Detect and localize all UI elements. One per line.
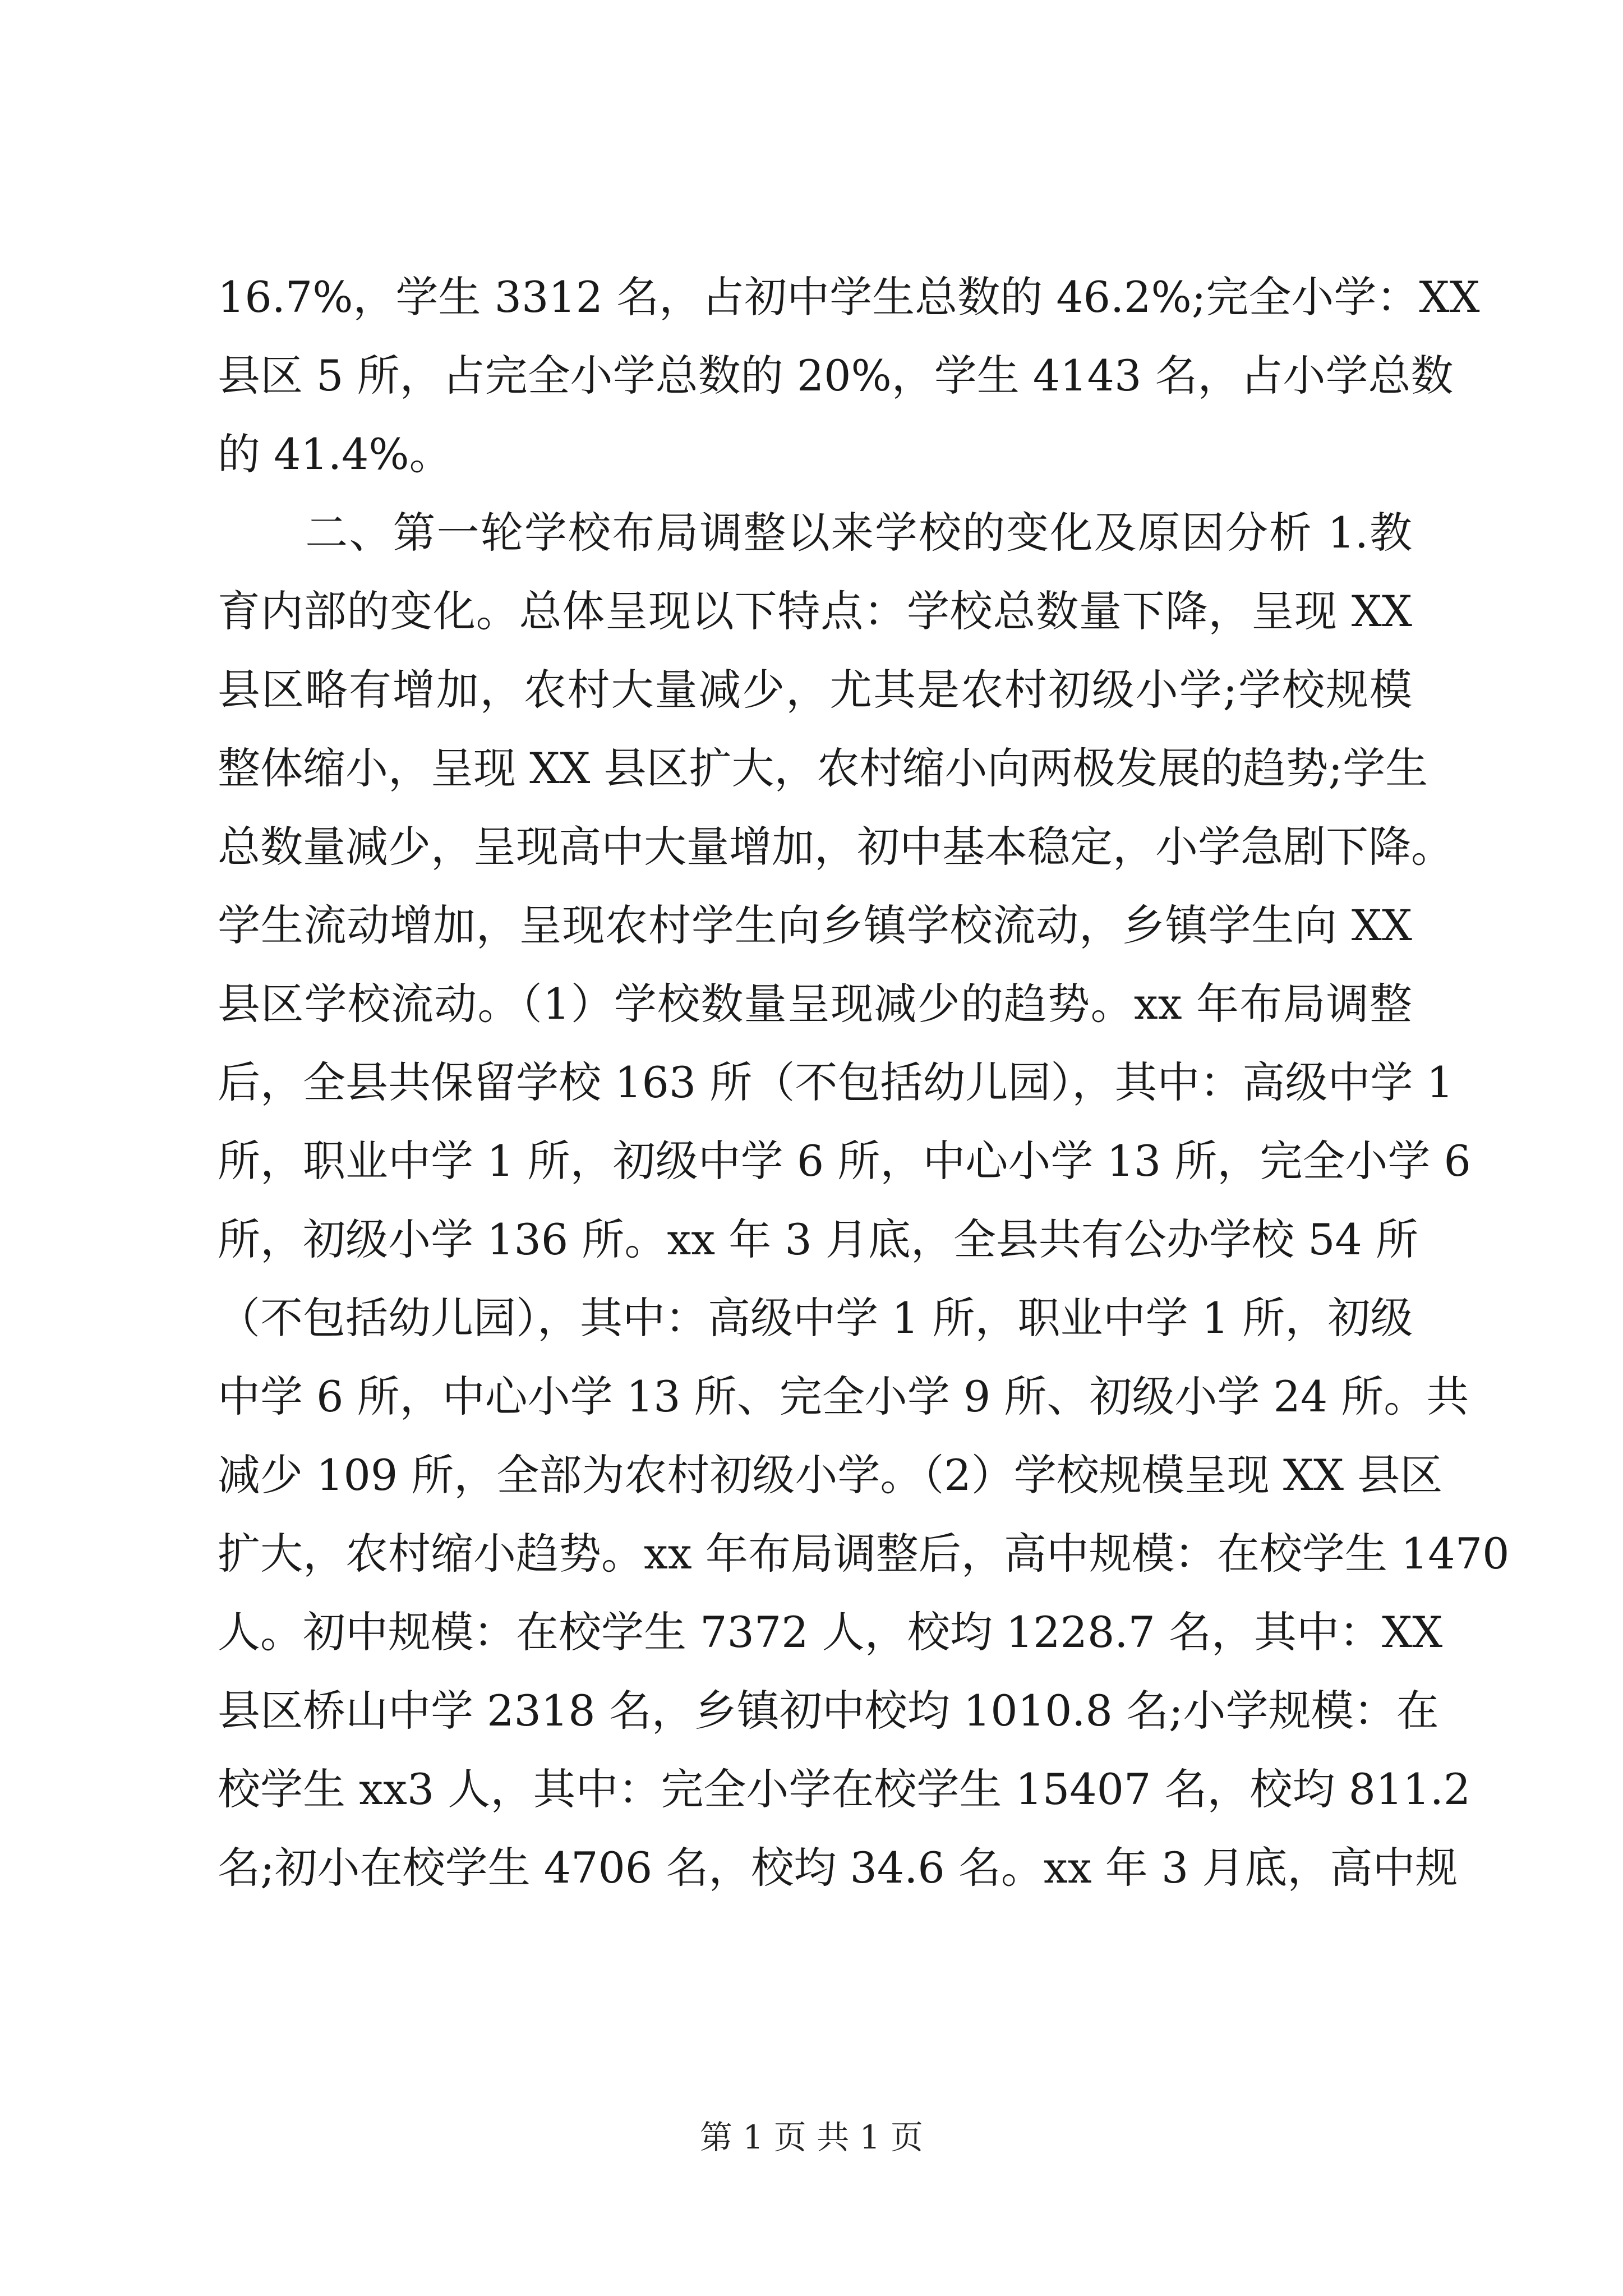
text-line: 所，初级小学 136 所。xx 年 3 月底，全县共有公办学校 54 所 [218, 1214, 1418, 1264]
text-line: 县区学校流动。（1）学校数量呈现减少的趋势。xx 年布局调整 [218, 979, 1412, 1029]
text-line: 整体缩小，呈现 XX 县区扩大，农村缩小向两极发展的趋势;学生 [218, 743, 1428, 793]
text-line: 16.7%，学生 3312 名，占初中学生总数的 46.2%;完全小学：XX [218, 272, 1480, 322]
text-line: 县区略有增加，农村大量减少，尤其是农村初级小学;学校规模 [218, 665, 1412, 715]
text-line: 二、第一轮学校布局调整以来学校的变化及原因分析 1.教 [218, 508, 1412, 558]
text-line: 减少 109 所，全部为农村初级小学。（2）学校规模呈现 XX 县区 [218, 1450, 1443, 1500]
text-line: 的 41.4%。 [218, 429, 452, 479]
text-line: （不包括幼儿园），其中：高级中学 1 所，职业中学 1 所，初级 [218, 1293, 1413, 1343]
text-line: 人。初中规模：在校学生 7372 人，校均 1228.7 名，其中：XX [218, 1607, 1443, 1657]
text-line: 学生流动增加，呈现农村学生向乡镇学校流动，乡镇学生向 XX [218, 900, 1412, 950]
text-line: 育内部的变化。总体呈现以下特点：学校总数量下降，呈现 XX [218, 586, 1412, 636]
text-line: 中学 6 所，中心小学 13 所、完全小学 9 所、初级小学 24 所。共 [218, 1372, 1469, 1421]
text-line: 校学生 xx3 人，其中：完全小学在校学生 15407 名，校均 811.2 [218, 1764, 1471, 1814]
text-line: 县区 5 所，占完全小学总数的 20%，学生 4143 名，占小学总数 [218, 351, 1454, 401]
text-line: 扩大，农村缩小趋势。xx 年布局调整后，高中规模：在校学生 1470 [218, 1529, 1510, 1579]
page-number-footer: 第 1 页 共 1 页 [700, 2118, 923, 2156]
text-line: 后，全县共保留学校 163 所（不包括幼儿园），其中：高级中学 1 [218, 1057, 1454, 1107]
text-line: 所，职业中学 1 所，初级中学 6 所，中心小学 13 所，完全小学 6 [218, 1136, 1471, 1186]
text-line: 总数量减少，呈现高中大量增加，初中基本稳定，小学急剧下降。 [218, 822, 1454, 872]
text-line: 县区桥山中学 2318 名，乡镇初中校均 1010.8 名;小学规模：在 [218, 1686, 1439, 1736]
text-line: 名;初小在校学生 4706 名，校均 34.6 名。xx 年 3 月底，高中规 [218, 1843, 1458, 1893]
